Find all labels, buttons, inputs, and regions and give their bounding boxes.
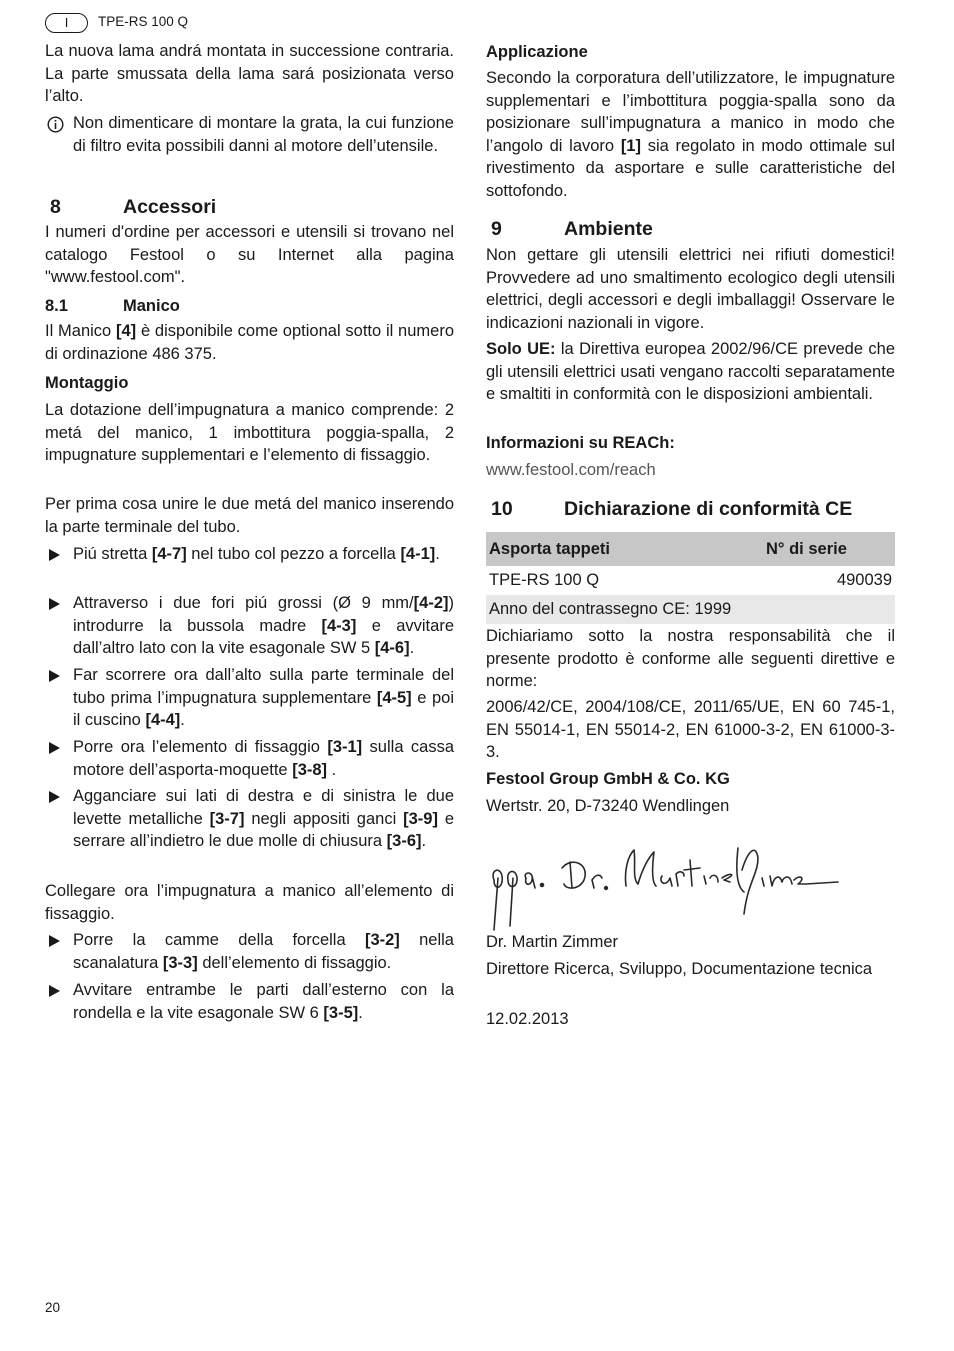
montaggio-p2: Per prima cosa unire le due metá del manico inserendo la parte terminale del tubo. bbox=[45, 495, 454, 536]
table-header-row bbox=[486, 532, 895, 566]
montaggio-p1: La dotazione dell’impugnatura a manico comprende: 2 metá del manico, 1 imbottitura poggia-spalla, 2 impugnature supplementari e l’elemento di fissaggio. bbox=[45, 401, 454, 465]
list-item-text: Porre la camme della forcella [3-2] nella scanalatura [3-3] dell’elemento di fissaggio. bbox=[73, 931, 454, 972]
norms-text: 2006/42/CE, 2004/108/CE, 2011/65/UE, EN 60 745-1, EN 55014-1, EN 55014-2, EN 61000-3-2, EN 61000-3-3. bbox=[486, 698, 895, 762]
triangle-bullet-icon bbox=[49, 985, 60, 997]
triangle-bullet-icon bbox=[49, 935, 60, 947]
declaration-text: Dichiariamo sotto la nostra responsabilità che il presente prodotto è conforme alle seguenti direttive e norme: bbox=[486, 627, 895, 691]
section-title: Accessori bbox=[123, 196, 217, 218]
manico-text: Il Manico [4] è disponibile come optional sotto il numero di ordinazione 486 375. bbox=[45, 322, 455, 363]
section-number: 9 bbox=[491, 218, 502, 240]
list-item-text: Far scorrere ora dall’alto sulla parte terminale del tubo prima l’impugnatura supplementare [4-5] e poi il cuscino [4-4]. bbox=[73, 666, 454, 730]
table-cell: TPE-RS 100 Q bbox=[486, 566, 763, 595]
section-title: Manico bbox=[123, 297, 180, 315]
triangle-bullet-icon bbox=[49, 742, 60, 754]
section-number: 8.1 bbox=[45, 297, 68, 315]
header-model: TPE-RS 100 Q bbox=[98, 14, 189, 29]
list-item-text: Attraverso i due fori piú grossi (Ø 9 mm/[4-2]) introdurre la bussola madre [4-3] e avvitare dall’altro lato con la vite esagonale SW 5 [4-6]. bbox=[73, 594, 454, 658]
section-number: 10 bbox=[491, 498, 513, 520]
table-cell: 490039 bbox=[763, 566, 895, 595]
section-title: Dichiarazione di conformità CE bbox=[564, 498, 853, 520]
triangle-bullet-icon bbox=[49, 549, 60, 561]
ambiente-p2: Solo UE: la Direttiva europea 2002/96/CE prevede che gli utensili elettrici usati vengano raccolti separatamente e smaltiti in conformità con le disposizioni ambientali. bbox=[486, 340, 895, 404]
signer-role: Direttore Ricerca, Sviluppo, Documentazione tecnica bbox=[486, 960, 873, 978]
section-number: 8 bbox=[50, 196, 61, 218]
triangle-bullet-icon bbox=[49, 670, 60, 682]
accessori-text: I numeri d'ordine per accessori e utensili si trovano nel catalogo Festool o su Internet alla pagina "www.festool.com". bbox=[45, 223, 454, 287]
company-name: Festool Group GmbH & Co. KG bbox=[486, 770, 730, 788]
table-row bbox=[486, 595, 895, 624]
section-title: Ambiente bbox=[564, 218, 653, 240]
info-icon bbox=[47, 116, 64, 133]
list-item-text: Avvitare entrambe le parti dall’esterno con la rondella e la vite esagonale SW 6 [3-5]. bbox=[73, 981, 454, 1022]
page-number: 20 bbox=[45, 1300, 61, 1315]
list-item-text: Piú stretta [4-7] nel tubo col pezzo a forcella [4-1]. bbox=[73, 545, 440, 563]
collegare-text: Collegare ora l’impugnatura a manico all’elemento di fissaggio. bbox=[45, 882, 454, 923]
signature-image bbox=[486, 830, 846, 935]
ambiente-p1: Non gettare gli utensili elettrici nei rifiuti domestici! Provvedere ad uno smaltimento ecologico degli utensili elettrici, degli accessori e degli imballaggi! Osservare le indicazioni nazionali in vigore. bbox=[486, 246, 895, 332]
table-header-cell: N° di serie bbox=[763, 532, 895, 566]
list-item-text: Porre ora l’elemento di fissaggio [3-1] sulla cassa motore dell’asporta-moquette [3-8] . bbox=[73, 738, 454, 779]
table-row bbox=[486, 566, 895, 595]
note-text: Non dimenticare di montare la grata, la cui funzione di filtro evita possibili danni al motore dell’utensile. bbox=[73, 114, 454, 155]
signer-name: Dr. Martin Zimmer bbox=[486, 933, 618, 951]
applicazione-heading: Applicazione bbox=[486, 43, 588, 61]
triangle-bullet-icon bbox=[49, 598, 60, 610]
list-item-text: Agganciare sui lati di destra e di sinistra le due levette metalliche [3-7] negli appositi ganci [3-9] e serrare all’indietro le due molle di chiusura [3-6]. bbox=[73, 787, 454, 851]
company-address: Wertstr. 20, D-73240 Wendlingen bbox=[486, 797, 730, 815]
applicazione-text: Secondo la corporatura dell’utilizzatore, le impugnature supplementari e l’imbottitura poggia-spalla sono da posizionare sull’impugnatura a manico in modo che l’angolo di lavoro [1] sia regolato in modo ottimale sul rivestimento da asportare e sulle caratteristiche del sottofondo. bbox=[486, 69, 895, 200]
conformity-table bbox=[486, 532, 895, 624]
montaggio-heading: Montaggio bbox=[45, 374, 129, 392]
intro-text: La nuova lama andrá montata in successione contraria. La parte smussata della lama sará posizionata verso l’alto. bbox=[45, 42, 454, 106]
table-cell: Anno del contrassegno CE: 1999 bbox=[486, 595, 895, 624]
triangle-bullet-icon bbox=[49, 791, 60, 803]
table-header-cell: Asporta tappeti bbox=[486, 532, 763, 566]
document-date: 12.02.2013 bbox=[486, 1010, 569, 1028]
reach-link[interactable]: www.festool.com/reach bbox=[486, 461, 656, 479]
language-badge: I bbox=[45, 13, 88, 33]
section-8-1-heading bbox=[45, 295, 454, 317]
reach-heading: Informazioni su REACh: bbox=[486, 434, 675, 452]
